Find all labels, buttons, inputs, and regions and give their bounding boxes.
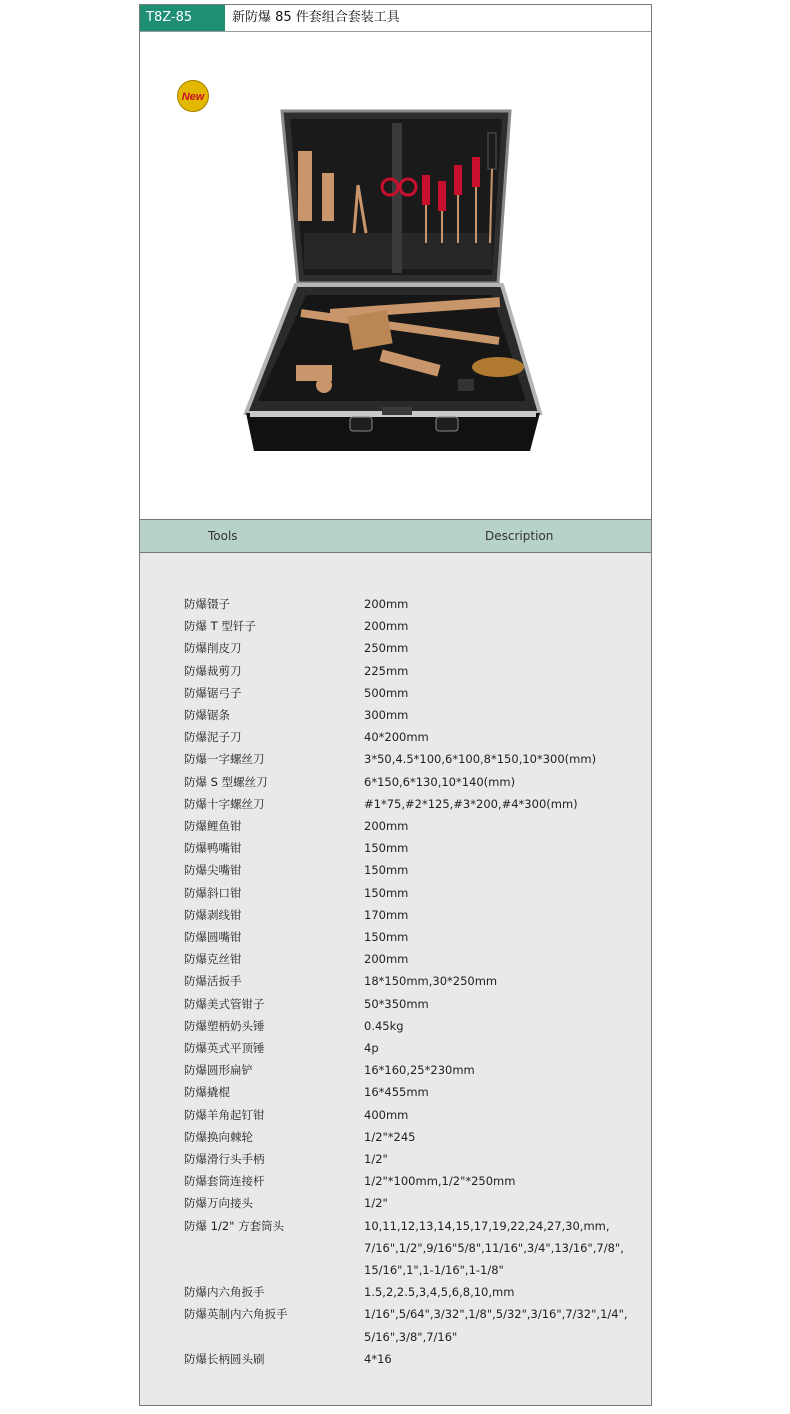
- tool-description: [364, 1348, 634, 1370]
- new-badge-icon: [176, 79, 210, 113]
- tool-name: 防爆鲤鱼钳: [184, 819, 242, 833]
- tool-name: 防爆塑柄奶头锤: [184, 1018, 265, 1033]
- tool-name: 防爆万向接头: [184, 1196, 253, 1211]
- tool-name: 防爆削皮刀: [184, 641, 242, 656]
- tool-name: 防爆活扳手: [184, 974, 242, 989]
- tools-table: [140, 553, 651, 1405]
- tool-name: 防爆 S 型螺丝刀: [184, 774, 268, 789]
- tool-description: [364, 726, 634, 748]
- tool-case-icon: [240, 103, 545, 453]
- description-line: 400mm: [364, 1107, 409, 1122]
- tool-description: [364, 637, 634, 659]
- description-line: 7/16",1/2",9/16"5/8",11/16",3/4",13/16",7/8",: [364, 1240, 624, 1255]
- tool-description: [364, 593, 634, 615]
- tool-description: [364, 882, 634, 904]
- column-tools: Tools: [208, 529, 238, 543]
- tool-name: 防爆锯弓子: [184, 685, 242, 700]
- column-description: Description: [485, 529, 554, 543]
- tool-name: 防爆 1/2" 方套筒头: [184, 1218, 285, 1233]
- tool-name: 防爆斜口钳: [184, 885, 242, 900]
- tool-name: 防爆镊子: [184, 597, 230, 611]
- tool-description: [364, 1104, 634, 1126]
- tool-description: [364, 1215, 634, 1282]
- tool-description: [364, 1015, 634, 1037]
- description-line: 200mm: [364, 819, 409, 833]
- description-line: 150mm: [364, 841, 409, 856]
- tool-name: 防爆羊角起钉钳: [184, 1107, 265, 1122]
- description-line: 10,11,12,13,14,15,17,19,22,24,27,30,mm,: [364, 1218, 610, 1233]
- description-line: #1*75,#2*125,#3*200,#4*300(mm): [364, 796, 578, 811]
- tool-description: [364, 660, 634, 682]
- tool-description: [364, 793, 634, 815]
- description-line: 18*150mm,30*250mm: [364, 974, 498, 989]
- description-line: 170mm: [364, 907, 409, 922]
- tool-name: 防爆锯条: [184, 708, 230, 722]
- description-line: 200mm: [364, 952, 409, 967]
- description-line: 40*200mm: [364, 730, 429, 745]
- tool-name: 防爆克丝钳: [184, 952, 242, 967]
- description-line: 500mm: [364, 685, 409, 700]
- product-header: [140, 5, 651, 32]
- description-line: 16*455mm: [364, 1085, 429, 1100]
- description-line: 15/16",1",1-1/16",1-1/8": [364, 1263, 504, 1277]
- product-code: T8Z-85: [140, 5, 225, 31]
- tool-name: 防爆英式平顶锤: [184, 1041, 265, 1055]
- tool-description: [364, 1281, 634, 1303]
- tool-name: 防爆撬棍: [184, 1085, 230, 1100]
- new-badge-label: New: [181, 91, 205, 103]
- description-line: 6*150,6*130,10*140(mm): [364, 774, 516, 789]
- tool-description: [364, 970, 634, 992]
- tool-name: 防爆圆形扁铲: [184, 1063, 253, 1078]
- description-line: 150mm: [364, 930, 409, 944]
- tool-name: 防爆 T 型钎子: [184, 619, 256, 634]
- tool-description: [364, 1170, 634, 1192]
- tool-name: 防爆换向棘轮: [184, 1129, 253, 1144]
- tool-name: 防爆泥子刀: [184, 730, 242, 745]
- tool-description: [364, 1192, 634, 1214]
- tool-description: [364, 1081, 634, 1103]
- description-line: 3*50,4.5*100,6*100,8*150,10*300(mm): [364, 752, 597, 767]
- product-title: 新防爆 85 件套组合套装工具: [232, 10, 400, 25]
- tool-name: 防爆滑行头手柄: [184, 1152, 265, 1166]
- tool-name: 防爆内六角扳手: [184, 1285, 265, 1300]
- table-header: [140, 519, 651, 553]
- tool-description: [364, 1126, 634, 1148]
- tool-description: [364, 748, 634, 770]
- description-line: 1/2"*100mm,1/2"*250mm: [364, 1174, 516, 1189]
- tool-description: [364, 926, 634, 948]
- description-line: 200mm: [364, 619, 409, 634]
- tool-description: [364, 1059, 634, 1081]
- tool-description: [364, 682, 634, 704]
- description-line: 300mm: [364, 708, 409, 722]
- description-line: 16*160,25*230mm: [364, 1063, 475, 1078]
- tool-description: [364, 1148, 634, 1170]
- description-line: 1/2": [364, 1152, 388, 1166]
- tool-name: 防爆尖嘴钳: [184, 863, 242, 878]
- description-line: 4*16: [364, 1351, 392, 1366]
- tool-name: 防爆鸭嘴钳: [184, 841, 242, 856]
- tool-description: [364, 771, 634, 793]
- tool-name: 防爆套筒连接杆: [184, 1174, 265, 1189]
- description-line: 225mm: [364, 663, 409, 678]
- description-line: 0.45kg: [364, 1018, 404, 1033]
- description-line: 150mm: [364, 885, 409, 900]
- tool-name: 防爆剥线钳: [184, 907, 242, 922]
- tool-name: 防爆裁剪刀: [184, 663, 242, 678]
- tool-description: [364, 948, 634, 970]
- tool-description: [364, 615, 634, 637]
- tool-description: [364, 1303, 634, 1347]
- tool-name: 防爆长柄圆头刷: [184, 1351, 265, 1366]
- tool-description: [364, 1037, 634, 1059]
- tool-description: [364, 904, 634, 926]
- tool-description: [364, 859, 634, 881]
- tool-name: 防爆一字螺丝刀: [184, 752, 265, 767]
- tool-name: 防爆英制内六角扳手: [184, 1307, 288, 1322]
- description-line: 50*350mm: [364, 996, 429, 1011]
- description-line: 1/16",5/64",3/32",1/8",5/32",3/16",7/32",1/4",: [364, 1307, 628, 1322]
- description-line: 200mm: [364, 597, 409, 611]
- description-line: 150mm: [364, 863, 409, 878]
- description-line: 1.5,2,2.5,3,4,5,6,8,10,mm: [364, 1285, 515, 1300]
- tool-description: [364, 815, 634, 837]
- tool-name: 防爆十字螺丝刀: [184, 796, 265, 811]
- description-line: 5/16",3/8",7/16": [364, 1329, 458, 1344]
- tool-name: 防爆圆嘴钳: [184, 930, 242, 944]
- product-card: [139, 4, 652, 1406]
- description-line: 1/2": [364, 1196, 388, 1211]
- description-line: 1/2"*245: [364, 1129, 416, 1144]
- description-line: 250mm: [364, 641, 409, 656]
- tool-description: [364, 837, 634, 859]
- tool-name: 防爆美式管钳子: [184, 996, 265, 1011]
- tool-description: [364, 704, 634, 726]
- description-line: 4p: [364, 1041, 379, 1055]
- tool-description: [364, 993, 634, 1015]
